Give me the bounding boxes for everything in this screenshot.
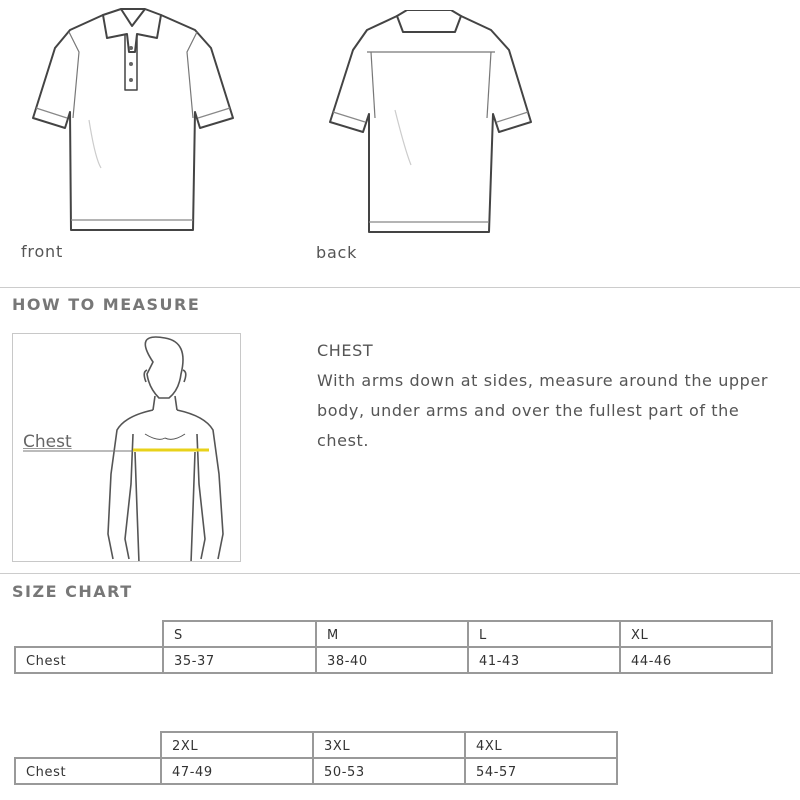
divider-top: [0, 287, 800, 288]
size-header-2xl: 2XL: [161, 732, 313, 758]
size-header-l: L: [468, 621, 620, 647]
chest-value-4xl: 54-57: [465, 758, 617, 784]
chest-value-3xl: 50-53: [313, 758, 465, 784]
size-table-1: [14, 620, 773, 674]
table-corner-cell: [15, 621, 163, 647]
chest-value-l: 41-43: [468, 647, 620, 673]
size-table-2: [14, 731, 618, 785]
divider-middle: [0, 573, 800, 574]
row-label-chest: Chest: [15, 758, 161, 784]
chest-value-s: 35-37: [163, 647, 316, 673]
polo-front-illustration: [25, 8, 240, 240]
size-header-xl: XL: [620, 621, 772, 647]
table-row: [15, 621, 772, 647]
size-header-s: S: [163, 621, 316, 647]
back-view-label: back: [316, 243, 358, 262]
size-header-4xl: 4XL: [465, 732, 617, 758]
front-view-label: front: [21, 242, 64, 261]
how-to-measure-heading: HOW TO MEASURE: [12, 295, 201, 314]
table-row: [15, 647, 772, 673]
measure-title: CHEST: [317, 341, 374, 360]
size-header-3xl: 3XL: [313, 732, 465, 758]
size-chart-heading: SIZE CHART: [12, 582, 133, 601]
row-label-chest: Chest: [15, 647, 163, 673]
polo-back-illustration: [325, 10, 540, 242]
table-row: [15, 732, 617, 758]
table-corner-cell: [15, 732, 161, 758]
chest-value-m: 38-40: [316, 647, 468, 673]
figure-chest-label: Chest: [23, 432, 72, 452]
size-header-m: M: [316, 621, 468, 647]
table-row: [15, 758, 617, 784]
chest-value-xl: 44-46: [620, 647, 772, 673]
measurement-figure: [12, 333, 241, 562]
measure-description: With arms down at sides, measure around the upper body, under arms and over the fullest part of the chest.: [317, 371, 769, 450]
chest-value-2xl: 47-49: [161, 758, 313, 784]
